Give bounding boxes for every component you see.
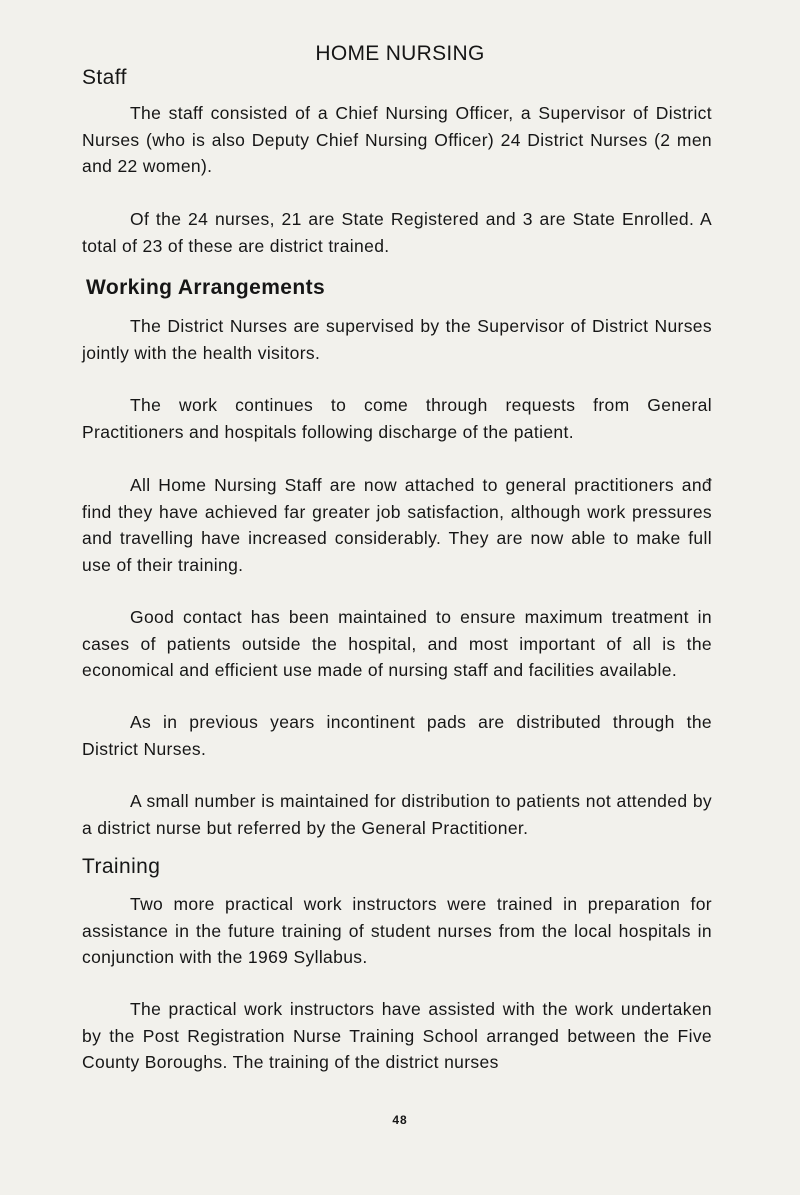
page-title: HOME NURSING bbox=[315, 42, 485, 65]
paragraph: Good contact has been maintained to ensure maximum treatment in cases of patients outside the hospital, and most important of all is the economical and efficient use made of nursing staff and facilities available. bbox=[82, 607, 712, 680]
paragraph: Of the 24 nurses, 21 are State Registered and 3 are State Enrolled. A total of 23 of these are district trained. bbox=[82, 209, 712, 256]
paragraph: Two more practical work instructors were trained in preparation for assistance in the future training of student nurses from the local hospitals in conjunction with the 1969 Syllabus. bbox=[82, 894, 712, 967]
section-heading-training: Training bbox=[82, 855, 161, 878]
paragraph: A small number is maintained for distribution to patients not attended by a district nurse but referred by the General Practitioner. bbox=[82, 791, 712, 838]
paragraph: The District Nurses are supervised by the Supervisor of District Nurses jointly with the health visitors. bbox=[82, 316, 712, 363]
section-heading-working-arrangements: Working Arrangements bbox=[86, 276, 326, 299]
paragraph: The staff consisted of a Chief Nursing Officer, a Supervisor of District Nurses (who is also Deputy Chief Nursing Officer) 24 District Nurses (2 men and 22 women). bbox=[82, 103, 712, 176]
page-number: 48 bbox=[392, 1113, 408, 1127]
paragraph: All Home Nursing Staff are now attached to general practitioners anđ find they have achieved far greater job satisfaction, although work pressures and travelling have increased considerably. They are now able to make full use of their training. bbox=[82, 475, 712, 575]
paragraph: The work continues to come through requests from General Practitioners and hospitals following discharge of the patient. bbox=[82, 395, 712, 442]
paragraph: As in previous years incontinent pads are distributed through the District Nurses. bbox=[82, 712, 712, 759]
paragraph: The practical work instructors have assisted with the work undertaken by the Post Registration Nurse Training School arranged between the Five County Boroughs. The training of the district nurses bbox=[82, 999, 712, 1072]
section-heading-staff: Staff bbox=[82, 66, 127, 89]
